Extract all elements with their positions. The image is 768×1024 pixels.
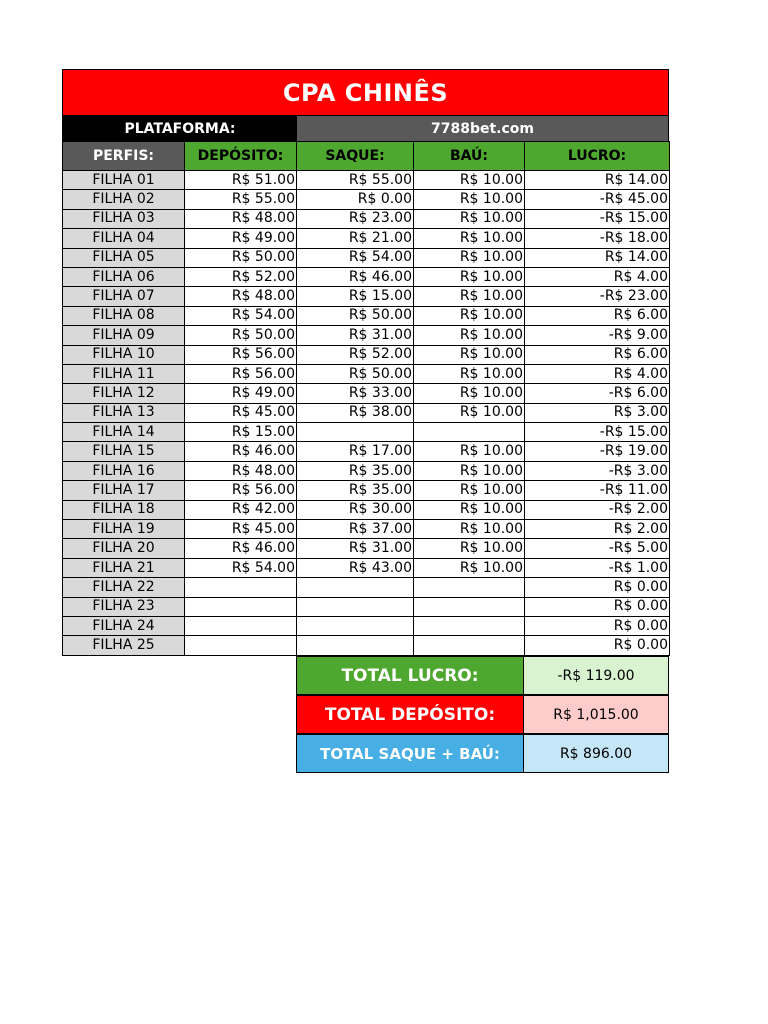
cell-lucro[interactable]: R$ 2.00 <box>525 520 670 539</box>
table-row <box>63 209 670 228</box>
cell-lucro[interactable]: R$ 14.00 <box>525 248 670 267</box>
total-deposito-label: TOTAL DEPÓSITO: <box>296 695 524 734</box>
cell-perfil[interactable]: FILHA 22 <box>63 578 185 597</box>
cell-perfil[interactable]: FILHA 17 <box>63 481 185 500</box>
cell-bau[interactable]: R$ 10.00 <box>414 442 525 461</box>
cell-bau[interactable] <box>414 578 525 597</box>
cell-deposito[interactable]: R$ 54.00 <box>185 558 297 577</box>
table-row <box>63 500 670 519</box>
cell-deposito[interactable]: R$ 48.00 <box>185 287 297 306</box>
cell-deposito[interactable]: R$ 49.00 <box>185 229 297 248</box>
cell-lucro[interactable]: -R$ 15.00 <box>525 209 670 228</box>
cell-lucro[interactable]: R$ 0.00 <box>525 597 670 616</box>
totals-panel <box>296 656 669 773</box>
table-row <box>63 364 670 383</box>
cell-bau[interactable]: R$ 10.00 <box>414 384 525 403</box>
header-bau: BAÚ: <box>414 142 525 171</box>
table-row <box>63 229 670 248</box>
cell-lucro[interactable]: -R$ 5.00 <box>525 539 670 558</box>
header-row <box>63 142 670 171</box>
table-row <box>63 287 670 306</box>
cell-deposito[interactable]: R$ 51.00 <box>185 171 297 190</box>
cell-bau[interactable]: R$ 10.00 <box>414 248 525 267</box>
cell-saque[interactable]: R$ 46.00 <box>297 267 414 286</box>
table-row <box>63 384 670 403</box>
total-saque-bau-value[interactable]: R$ 896.00 <box>524 734 669 773</box>
cell-bau[interactable]: R$ 10.00 <box>414 461 525 480</box>
cell-bau[interactable]: R$ 10.00 <box>414 539 525 558</box>
cell-lucro[interactable]: -R$ 15.00 <box>525 423 670 442</box>
cell-deposito[interactable]: R$ 45.00 <box>185 403 297 422</box>
cell-bau[interactable]: R$ 10.00 <box>414 481 525 500</box>
cell-lucro[interactable]: R$ 0.00 <box>525 616 670 635</box>
cell-perfil[interactable]: FILHA 21 <box>63 558 185 577</box>
cell-deposito[interactable]: R$ 48.00 <box>185 461 297 480</box>
cell-perfil[interactable]: FILHA 23 <box>63 597 185 616</box>
cell-lucro[interactable]: R$ 3.00 <box>525 403 670 422</box>
cell-saque[interactable]: R$ 30.00 <box>297 500 414 519</box>
cell-lucro[interactable]: -R$ 9.00 <box>525 326 670 345</box>
cell-deposito[interactable]: R$ 54.00 <box>185 306 297 325</box>
cell-saque[interactable]: R$ 54.00 <box>297 248 414 267</box>
header-saque: SAQUE: <box>297 142 414 171</box>
cell-perfil[interactable]: FILHA 10 <box>63 345 185 364</box>
table-row <box>63 248 670 267</box>
table-row <box>63 520 670 539</box>
table-row <box>63 481 670 500</box>
cell-saque[interactable] <box>297 636 414 655</box>
cell-saque[interactable]: R$ 37.00 <box>297 520 414 539</box>
cell-saque[interactable]: R$ 35.00 <box>297 481 414 500</box>
table-row <box>63 190 670 209</box>
cell-saque[interactable]: R$ 23.00 <box>297 209 414 228</box>
platform-row <box>62 116 669 141</box>
cell-bau[interactable]: R$ 10.00 <box>414 403 525 422</box>
cell-perfil[interactable]: FILHA 15 <box>63 442 185 461</box>
cell-bau[interactable]: R$ 10.00 <box>414 500 525 519</box>
table-row <box>63 403 670 422</box>
cell-lucro[interactable]: R$ 0.00 <box>525 578 670 597</box>
table-row <box>63 636 670 655</box>
cell-lucro[interactable]: -R$ 3.00 <box>525 461 670 480</box>
cell-deposito[interactable]: R$ 42.00 <box>185 500 297 519</box>
cell-bau[interactable]: R$ 10.00 <box>414 267 525 286</box>
cell-lucro[interactable]: R$ 4.00 <box>525 364 670 383</box>
cell-lucro[interactable]: -R$ 45.00 <box>525 190 670 209</box>
cell-saque[interactable] <box>297 578 414 597</box>
cell-bau[interactable]: R$ 10.00 <box>414 520 525 539</box>
cell-perfil[interactable]: FILHA 05 <box>63 248 185 267</box>
platform-label: PLATAFORMA: <box>63 116 297 141</box>
cell-perfil[interactable]: FILHA 11 <box>63 364 185 383</box>
cell-deposito[interactable] <box>185 616 297 635</box>
cell-lucro[interactable]: -R$ 6.00 <box>525 384 670 403</box>
cell-deposito[interactable]: R$ 52.00 <box>185 267 297 286</box>
cell-bau[interactable]: R$ 10.00 <box>414 229 525 248</box>
cell-lucro[interactable]: -R$ 1.00 <box>525 558 670 577</box>
cell-saque[interactable]: R$ 31.00 <box>297 326 414 345</box>
table-row <box>63 423 670 442</box>
cell-saque[interactable]: R$ 52.00 <box>297 345 414 364</box>
cell-saque[interactable]: R$ 17.00 <box>297 442 414 461</box>
cell-perfil[interactable]: FILHA 01 <box>63 171 185 190</box>
total-saque-bau-row <box>296 734 669 773</box>
cell-deposito[interactable] <box>185 636 297 655</box>
cell-deposito[interactable] <box>185 597 297 616</box>
cell-deposito[interactable]: R$ 15.00 <box>185 423 297 442</box>
table-row <box>63 267 670 286</box>
cell-lucro[interactable]: R$ 0.00 <box>525 636 670 655</box>
cell-deposito[interactable]: R$ 56.00 <box>185 345 297 364</box>
cell-bau[interactable]: R$ 10.00 <box>414 209 525 228</box>
cell-perfil[interactable]: FILHA 19 <box>63 520 185 539</box>
table-row <box>63 578 670 597</box>
cell-deposito[interactable]: R$ 46.00 <box>185 539 297 558</box>
cell-perfil[interactable]: FILHA 06 <box>63 267 185 286</box>
cell-deposito[interactable]: R$ 56.00 <box>185 481 297 500</box>
table-row <box>63 558 670 577</box>
header-perfis: PERFIS: <box>63 142 185 171</box>
total-deposito-row <box>296 695 669 734</box>
cell-saque[interactable] <box>297 597 414 616</box>
cell-deposito[interactable]: R$ 55.00 <box>185 190 297 209</box>
cell-bau[interactable] <box>414 616 525 635</box>
cell-lucro[interactable]: R$ 6.00 <box>525 345 670 364</box>
cell-perfil[interactable]: FILHA 16 <box>63 461 185 480</box>
header-lucro: LUCRO: <box>525 142 670 171</box>
cell-saque[interactable] <box>297 616 414 635</box>
table-row <box>63 461 670 480</box>
cell-saque[interactable] <box>297 423 414 442</box>
cell-perfil[interactable]: FILHA 03 <box>63 209 185 228</box>
cell-bau[interactable]: R$ 10.00 <box>414 190 525 209</box>
table-row <box>63 442 670 461</box>
cell-lucro[interactable]: R$ 14.00 <box>525 171 670 190</box>
cell-lucro[interactable]: -R$ 19.00 <box>525 442 670 461</box>
cell-saque[interactable]: R$ 21.00 <box>297 229 414 248</box>
cell-bau[interactable] <box>414 423 525 442</box>
spreadsheet <box>62 69 669 656</box>
table-row <box>63 539 670 558</box>
sheet-title: CPA CHINÊS <box>62 69 669 116</box>
cell-bau[interactable]: R$ 10.00 <box>414 364 525 383</box>
cell-perfil[interactable]: FILHA 18 <box>63 500 185 519</box>
cell-deposito[interactable] <box>185 578 297 597</box>
cell-deposito[interactable]: R$ 46.00 <box>185 442 297 461</box>
cell-saque[interactable]: R$ 55.00 <box>297 171 414 190</box>
cell-saque[interactable]: R$ 31.00 <box>297 539 414 558</box>
cell-saque[interactable]: R$ 50.00 <box>297 306 414 325</box>
cell-deposito[interactable]: R$ 49.00 <box>185 384 297 403</box>
cell-lucro[interactable]: R$ 4.00 <box>525 267 670 286</box>
cell-perfil[interactable]: FILHA 24 <box>63 616 185 635</box>
cell-perfil[interactable]: FILHA 14 <box>63 423 185 442</box>
cell-perfil[interactable]: FILHA 02 <box>63 190 185 209</box>
table-row <box>63 616 670 635</box>
platform-value[interactable]: 7788bet.com <box>297 116 668 141</box>
table-row <box>63 326 670 345</box>
cell-perfil[interactable]: FILHA 04 <box>63 229 185 248</box>
cell-bau[interactable]: R$ 10.00 <box>414 326 525 345</box>
cell-lucro[interactable]: -R$ 18.00 <box>525 229 670 248</box>
cell-perfil[interactable]: FILHA 12 <box>63 384 185 403</box>
cell-saque[interactable]: R$ 15.00 <box>297 287 414 306</box>
cell-deposito[interactable]: R$ 45.00 <box>185 520 297 539</box>
cell-deposito[interactable]: R$ 50.00 <box>185 326 297 345</box>
cell-perfil[interactable]: FILHA 20 <box>63 539 185 558</box>
cell-bau[interactable] <box>414 636 525 655</box>
cell-lucro[interactable]: -R$ 23.00 <box>525 287 670 306</box>
table-row <box>63 597 670 616</box>
total-deposito-value[interactable]: R$ 1,015.00 <box>524 695 669 734</box>
cell-bau[interactable]: R$ 10.00 <box>414 171 525 190</box>
cell-bau[interactable]: R$ 10.00 <box>414 306 525 325</box>
cell-saque[interactable]: R$ 33.00 <box>297 384 414 403</box>
cell-perfil[interactable]: FILHA 09 <box>63 326 185 345</box>
cell-bau[interactable]: R$ 10.00 <box>414 558 525 577</box>
cell-bau[interactable]: R$ 10.00 <box>414 287 525 306</box>
total-lucro-row <box>296 656 669 695</box>
cell-perfil[interactable]: FILHA 07 <box>63 287 185 306</box>
table-row <box>63 345 670 364</box>
cell-perfil[interactable]: FILHA 13 <box>63 403 185 422</box>
profiles-table <box>62 141 670 656</box>
cell-perfil[interactable]: FILHA 08 <box>63 306 185 325</box>
total-lucro-value[interactable]: -R$ 119.00 <box>524 656 669 695</box>
header-deposito: DEPÓSITO: <box>185 142 297 171</box>
cell-perfil[interactable]: FILHA 25 <box>63 636 185 655</box>
cell-deposito[interactable]: R$ 48.00 <box>185 209 297 228</box>
cell-lucro[interactable]: -R$ 2.00 <box>525 500 670 519</box>
cell-deposito[interactable]: R$ 56.00 <box>185 364 297 383</box>
table-row <box>63 171 670 190</box>
cell-saque[interactable]: R$ 38.00 <box>297 403 414 422</box>
cell-saque[interactable]: R$ 0.00 <box>297 190 414 209</box>
cell-saque[interactable]: R$ 43.00 <box>297 558 414 577</box>
cell-saque[interactable]: R$ 50.00 <box>297 364 414 383</box>
total-saque-bau-label: TOTAL SAQUE + BAÚ: <box>296 734 524 773</box>
cell-lucro[interactable]: -R$ 11.00 <box>525 481 670 500</box>
total-lucro-label: TOTAL LUCRO: <box>296 656 524 695</box>
cell-deposito[interactable]: R$ 50.00 <box>185 248 297 267</box>
cell-saque[interactable]: R$ 35.00 <box>297 461 414 480</box>
table-row <box>63 306 670 325</box>
cell-bau[interactable] <box>414 597 525 616</box>
cell-bau[interactable]: R$ 10.00 <box>414 345 525 364</box>
cell-lucro[interactable]: R$ 6.00 <box>525 306 670 325</box>
